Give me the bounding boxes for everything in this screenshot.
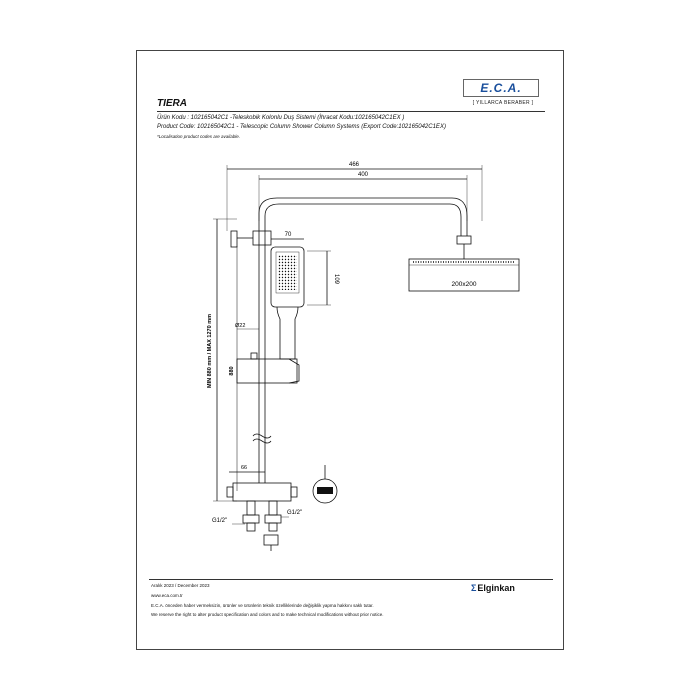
product-code-en: Product Code: 102165042C1 - Telescopic Column Shower Column Systems (Export Code:102165042C1EX) <box>157 124 446 130</box>
technical-drawing <box>137 51 565 571</box>
mixer-left-handle <box>227 487 233 497</box>
dim-66-label: 66 <box>240 465 248 471</box>
break-mark-bottom <box>253 439 271 443</box>
dim-column-inner-label: 880 <box>229 366 235 376</box>
eccentric-left <box>243 515 259 523</box>
dim-70-label: 70 <box>284 232 292 238</box>
dim-pipe-label: Ø22 <box>235 323 246 329</box>
elginkan-logo <box>471 583 515 593</box>
eca-logo-text: E.C.A. <box>480 81 522 95</box>
column-top-coupling <box>253 231 271 245</box>
product-code-tr: Ürün Kodu : 102165042C1 -Teleskobik Kolonlu Duş Sistemi (İhracat Kodu:102165042C1EX ) <box>157 115 405 121</box>
dim-headshower-label: 200x200 <box>451 281 477 288</box>
diverter-knob <box>231 231 237 247</box>
break-mark-top <box>253 434 271 438</box>
product-name: TIERA <box>157 98 187 109</box>
dim-400-label: 400 <box>357 172 369 178</box>
shower-arm-inner <box>265 204 461 236</box>
footer-note-en: We reserve the right to alter product specification and colors and to make technical modifications without prior notice. <box>151 612 384 617</box>
localisation-note: *Localisation product codes are available. <box>157 134 241 139</box>
thread-right-label: G1/2" <box>287 510 303 516</box>
footer-date: Aralık 2023 / December 2023 <box>151 583 210 588</box>
dim-109-label: 109 <box>333 273 339 285</box>
eccentric-right <box>265 515 281 523</box>
footer-divider <box>149 579 553 580</box>
logo-tagline: [ YILLARCA BERABER ] <box>472 100 534 106</box>
handshower-nozzles <box>276 252 299 293</box>
hose-outlet <box>264 535 278 545</box>
elginkan-text: Elginkan <box>477 583 515 593</box>
side-view-logo <box>317 487 333 494</box>
footer-website: www.eca.com.tr <box>151 593 183 598</box>
headshower-connector <box>457 236 471 244</box>
thread-left-label: G1/2" <box>212 518 228 524</box>
elginkan-mark-icon: Σ <box>471 583 477 593</box>
slide-bracket <box>237 359 297 383</box>
hand-shower-handle <box>277 307 298 359</box>
thermostatic-mixer <box>233 483 291 501</box>
footer-note-tr: E.C.A. önceden haber vermeksizin, ürünler ve ürünlerin teknik özelliklerinde değişiklik yapma hakkını saklı tutar. <box>151 603 374 608</box>
dim-466-label: 466 <box>348 162 360 168</box>
dim-column-height-label: MIN 880 mm / MAX 1270 mm <box>207 314 213 388</box>
spec-sheet <box>136 50 564 650</box>
mixer-right-handle <box>291 487 297 497</box>
